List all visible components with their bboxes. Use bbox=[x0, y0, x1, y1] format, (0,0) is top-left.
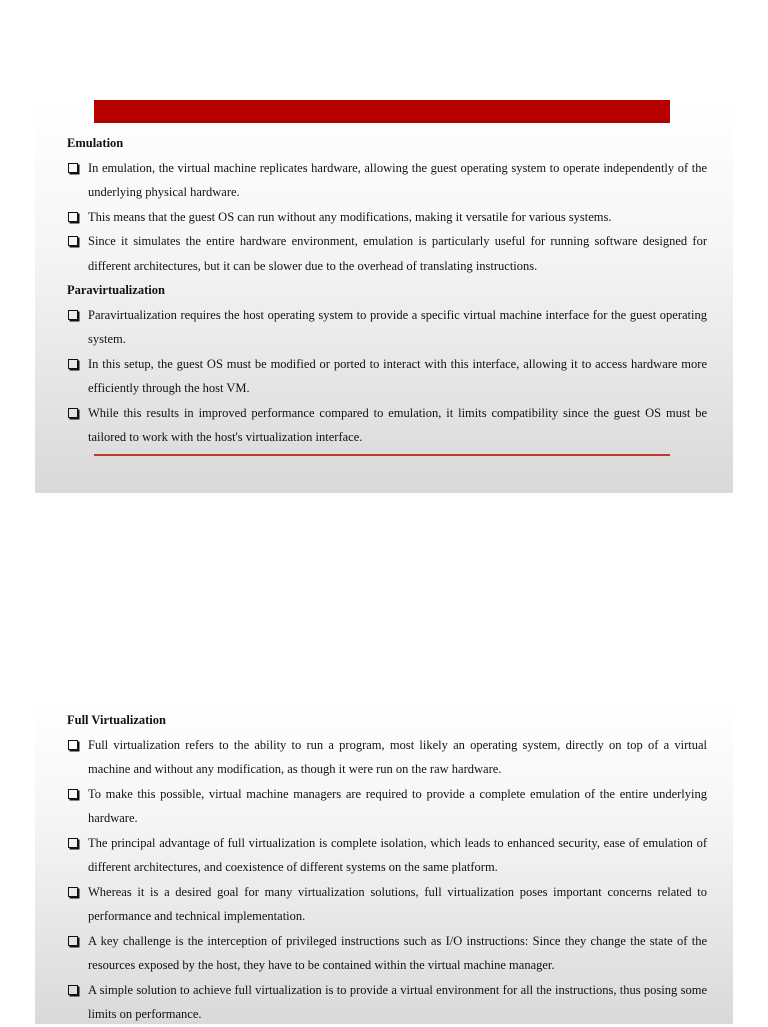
bullet-text: The principal advantage of full virtualization is complete isolation, which leads to enhanced security, ease of emulation of different architectures, and coexistence of different systems on the same platform. bbox=[88, 835, 707, 874]
checkbox-square-icon bbox=[68, 985, 78, 995]
checkbox-square-icon bbox=[68, 936, 78, 946]
list-item bbox=[67, 229, 707, 278]
list-item bbox=[67, 205, 707, 230]
bullet-text: To make this possible, virtual machine managers are required to provide a complete emulation of the entire underlying hardware. bbox=[88, 786, 707, 825]
checkbox-square-icon bbox=[68, 310, 78, 320]
bullet-list-paravirtualization bbox=[67, 303, 707, 450]
bullet-list-full-virtualization bbox=[67, 733, 707, 1027]
bullet-text: A simple solution to achieve full virtualization is to provide a virtual environment for all the instructions, thus posing some limits on performance. bbox=[88, 982, 707, 1021]
slide-2-content bbox=[67, 708, 707, 1027]
slide-2 bbox=[35, 700, 733, 1024]
section-heading-emulation: Emulation bbox=[67, 136, 124, 150]
list-item bbox=[67, 401, 707, 450]
list-item bbox=[67, 352, 707, 401]
section-heading-paravirtualization: Paravirtualization bbox=[67, 283, 165, 297]
bullet-text: Whereas it is a desired goal for many virtualization solutions, full virtualization poses important concerns related to performance and technical implementation. bbox=[88, 884, 707, 923]
checkbox-square-icon bbox=[68, 236, 78, 246]
bullet-text: In this setup, the guest OS must be modified or ported to interact with this interface, allowing it to access hardware more efficiently through the host VM. bbox=[88, 356, 707, 395]
section-heading-full-virtualization: Full Virtualization bbox=[67, 713, 166, 727]
bullet-text: This means that the guest OS can run without any modifications, making it versatile for various systems. bbox=[88, 209, 612, 224]
list-item bbox=[67, 929, 707, 978]
list-item bbox=[67, 880, 707, 929]
bullet-text: A key challenge is the interception of privileged instructions such as I/O instructions: Since they change the state of the resources exposed by the host, they have to be contained within the virtual machine manager. bbox=[88, 933, 707, 972]
bullet-text: Full virtualization refers to the ability to run a program, most likely an operating system, directly on top of a virtual machine and without any modification, as though it were run on the raw hardware. bbox=[88, 737, 707, 776]
checkbox-square-icon bbox=[68, 408, 78, 418]
divider-line bbox=[94, 454, 670, 456]
checkbox-square-icon bbox=[68, 212, 78, 222]
checkbox-square-icon bbox=[68, 789, 78, 799]
slide-1 bbox=[35, 100, 733, 493]
list-item bbox=[67, 303, 707, 352]
checkbox-square-icon bbox=[68, 838, 78, 848]
checkbox-square-icon bbox=[68, 359, 78, 369]
list-item bbox=[67, 156, 707, 205]
checkbox-square-icon bbox=[68, 163, 78, 173]
title-bar bbox=[94, 100, 670, 123]
list-item bbox=[67, 978, 707, 1027]
slide-1-content bbox=[67, 131, 707, 450]
checkbox-square-icon bbox=[68, 887, 78, 897]
list-item bbox=[67, 782, 707, 831]
bullet-text: Since it simulates the entire hardware environment, emulation is particularly useful for running software designed for different architectures, but it can be slower due to the overhead of translating instructions. bbox=[88, 234, 707, 273]
list-item bbox=[67, 831, 707, 880]
checkbox-square-icon bbox=[68, 740, 78, 750]
bullet-text: While this results in improved performance compared to emulation, it limits compatibility since the guest OS must be tailored to work with the host's virtualization interface. bbox=[88, 405, 707, 444]
list-item bbox=[67, 733, 707, 782]
bullet-text: Paravirtualization requires the host operating system to provide a specific virtual machine interface for the guest operating system. bbox=[88, 307, 707, 346]
bullet-text: In emulation, the virtual machine replicates hardware, allowing the guest operating system to operate independently of the underlying physical hardware. bbox=[88, 160, 707, 199]
bullet-list-emulation bbox=[67, 156, 707, 279]
